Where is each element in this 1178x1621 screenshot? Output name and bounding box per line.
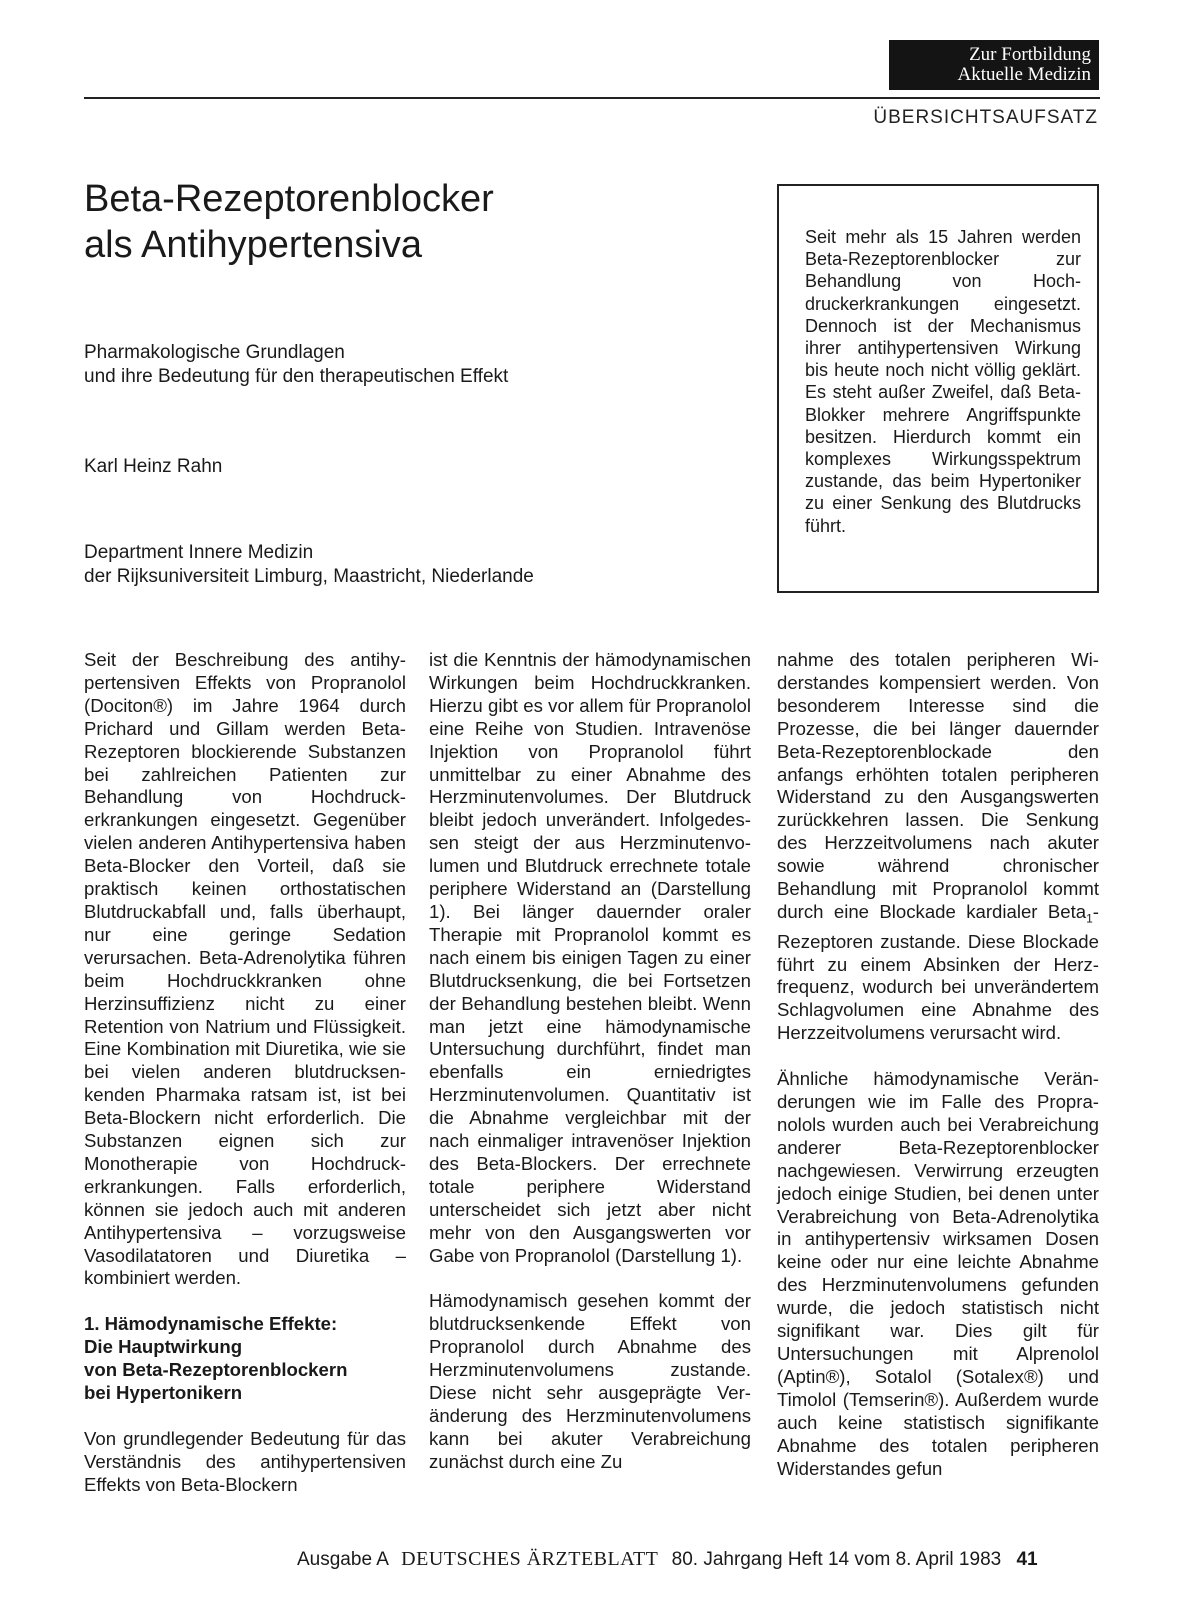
section-heading-line-2: Die Hauptwirkung xyxy=(84,1336,243,1358)
body-column-1 xyxy=(84,649,406,1520)
section-heading-line-3: von Beta-Rezeptorenblockern xyxy=(84,1359,348,1381)
affiliation-line-2: der Rijksuniversiteit Limburg, Maastricht, Niederlande xyxy=(84,566,534,587)
page-number: 41 xyxy=(1016,1549,1038,1570)
section-label: ÜBERSICHTSAUFSATZ xyxy=(873,107,1098,128)
body-column-2 xyxy=(429,649,751,1497)
footer-edition: Ausgabe A xyxy=(297,1549,388,1570)
footer-issue: 80. Jahrgang Heft 14 vom 8. April 1983 xyxy=(671,1549,1002,1570)
author-affiliation xyxy=(84,541,534,589)
abstract-text: Seit mehr als 15 Jahren werden Beta-Rezeptorenblocker zur Behandlung von Hochdruckerkrankungen eingesetzt. Dennoch ist der Mechanismus ihrer antihypertensiven Wirkung bis heute noch nicht völlig geklärt. Es steht außer Zweifel, daß Beta-Blokker mehrere Angriffspunkte besitzen. Hierdurch kommt ein komplexes Wirkungsspektrum zustande, das beim Hypertoniker zu einer Senkung des Blutdrucks führt. xyxy=(805,227,1081,536)
subtitle-line-1: Pharmakologische Grundlagen xyxy=(84,342,345,363)
paragraph: Seit der Beschreibung des antihypertensiven Effekts von Propranolol (Dociton®) im Jahre 1964 durch Prichard und Gillam werden Beta-Rezeptoren blockierende Substanzen bei zahlreichen Patienten zur Behandlung von Hochdruckerkrankungen eingesetzt. Gegenüber vielen anderen Antihypertensiva haben Beta-Blocker den Vorteil, daß sie praktisch keinen orthostatischen Blutdruckabfall und, falls überhaupt, nur eine geringe Sedation verursachen. Beta-Adrenolytika führen beim Hochdruckkranken ohne Herzinsuffizienz nicht zu einer Retention von Natrium und Flüssigkeit. Eine Kombination mit Diuretika, wie sie bei vielen anderen blutdrucksenkenden Pharmaka ratsam ist, ist bei Beta-Blockern nicht erforderlich. Die Substanzen eignen sich zur Monotherapie von Hochdruckerkrankungen. Falls erforderlich, können sie jedoch auch mit anderen Antihypertensiva – vorzugsweise Vasodilatatoren und Diuretika – kombiniert werden. xyxy=(84,649,406,1289)
article-title xyxy=(84,176,494,268)
body-column-3 xyxy=(777,649,1099,1503)
page-footer xyxy=(297,1547,1100,1572)
abstract-box xyxy=(777,184,1099,593)
paragraph: ist die Kenntnis der hämodynamischen Wirkungen beim Hochdruckkranken. Hierzu gibt es vor allem für Propranolol eine Reihe von Studien. Intravenöse Injektion von Propranolol führt unmittelbar zu einer Abnahme des Herzminutenvolumes. Der Blutdruck bleibt jedoch unverändert. Infolgedessen steigt der aus Herzminutenvolumen und Blutdruck errechnete totale periphere Widerstand an (Darstellung 1). Bei länger dauernder oraler Therapie mit Propranolol kommt es nach einem bis einigen Tagen zu einer Blutdrucksenkung, die bei Fortsetzen der Behandlung bestehen bleibt. Wenn man jetzt eine hämodynamische Untersuchung durchführt, findet man ebenfalls ein erniedrigtes Herzminutenvolumen. Quantitativ ist die Abnahme vergleichbar mit der nach einmaliger intravenöser Injektion des Beta-Blockers. Der errechnete totale periphere Widerstand unterscheidet sich jetzt aber nicht mehr von den Ausgangswerten vor Gabe von Propranolol (Darstellung 1). xyxy=(429,649,751,1266)
title-line-2: als Antihypertensiva xyxy=(84,224,422,266)
section-heading xyxy=(84,1313,406,1405)
paragraph: Ähnliche hämodynamische Veränderungen wie im Falle des Propranolols wurden auch bei Verabreichung anderer Beta-Rezeptorenblocker nachgewiesen. Verwirrung erzeugten jedoch einige Studien, bei denen unter Verabreichung von Beta-Adrenolytika in antihypertensiv wirksamen Dosen keine oder nur eine leichte Abnahme des Herzminutenvolumens gefunden wurde, die jedoch statistisch nicht signifikant war. Dies gilt für Untersuchungen mit Alprenolol (Aptin®), Sotalol (Sotalex®) und Timolol (Temserin®). Außerdem wurde auch keine statistisch signifikante Abnahme des totalen peripheren Widerstandes gefun xyxy=(777,1068,1099,1479)
paragraph: Von grundlegender Bedeutung für das Verständnis des antihypertensiven Effekts von Beta-Blockern xyxy=(84,1428,406,1495)
affiliation-line-1: Department Innere Medizin xyxy=(84,542,314,563)
title-line-1: Beta-Rezeptorenblocker xyxy=(84,178,494,220)
paragraph-text: nahme des totalen peripheren Widerstandes kompensiert werden. Von besonderem Interesse sind die Prozesse, die bei länger dauernder Beta-Rezeptorenblockade den anfangs erhöhten totalen peripheren Widerstand zu den Ausgangswerten zurückkehren lassen. Die Senkung des Herzzeitvolumens nach akuter sowie während chronischer Behandlung mit Propranolol kommt durch eine Blockade kardialer Beta xyxy=(777,649,1099,922)
header-rule xyxy=(84,97,1100,99)
badge-line-2: Aktuelle Medizin xyxy=(957,64,1091,85)
paragraph xyxy=(777,649,1099,1045)
section-heading-line-1: 1. Hämodynamische Effekte: xyxy=(84,1313,338,1335)
article-subtitle xyxy=(84,341,508,389)
section-heading-line-4: bei Hypertonikern xyxy=(84,1382,243,1404)
paragraph-text: -Rezeptoren zustande. Diese Blockade führt zu einem Absinken der Herzfrequenz, wodurch bei unverändertem Schlagvolumen eine Abnahme des Herzzeitvolumens verursacht wird. xyxy=(777,900,1099,1044)
subscript: 1 xyxy=(1086,911,1093,926)
section-badge xyxy=(889,40,1099,90)
subtitle-line-2: und ihre Bedeutung für den therapeutischen Effekt xyxy=(84,366,509,387)
footer-journal: DEUTSCHES ÄRZTEBLATT xyxy=(401,1548,659,1570)
badge-line-1: Zur Fortbildung xyxy=(969,44,1091,65)
paragraph: Hämodynamisch gesehen kommt der blutdrucksenkende Effekt von Propranolol durch Abnahme des Herzminutenvolumens zustande. Diese nicht sehr ausgeprägte Veränderung des Herzminutenvolumens kann bei akuter Verabreichung zunächst durch eine Zu xyxy=(429,1290,751,1472)
author-name: Karl Heinz Rahn xyxy=(84,456,223,477)
